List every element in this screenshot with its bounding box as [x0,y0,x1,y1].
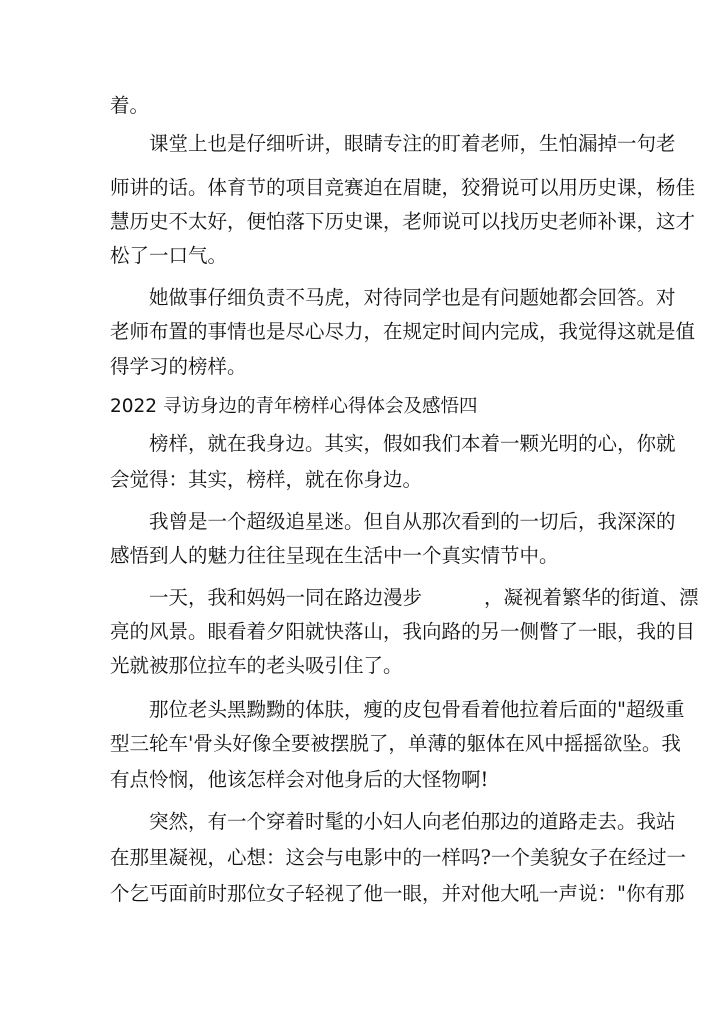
paragraph-line: 有点怜悯，他该怎样会对他身后的大怪物啊! [110,768,489,791]
paragraph-line: 亮的风景。眼看着夕阳就快落山，我向路的另一侧瞥了一眼，我的目 [110,620,696,643]
paragraph-line: 感悟到人的魅力往往呈现在生活中一个真实情节中。 [110,544,559,567]
paragraph-line: 榜样，就在我身边。其实，假如我们本着一颗光明的心，你就 [149,432,676,455]
paragraph-line: 光就被那位拉车的老头吸引住了。 [110,654,403,677]
section-heading: 2022 寻访身边的青年榜样心得体会及感悟四 [110,396,478,417]
paragraph-line: 松了一口气。 [110,244,228,267]
paragraph-line: 一天，我和妈妈一同在路边漫步 ，凝视着繁华的街道、漂 [149,586,699,609]
paragraph-line: 慧历史不太好，便怕落下历史课，老师说可以找历史老师补课，这才 [110,210,696,233]
paragraph-line: 老师布置的事情也是尽心尽力，在规定时间内完成，我觉得这就是值 [110,320,696,343]
paragraph-line: 那位老头黑黝黝的体肤，瘦的皮包骨看着他拉着后面的"超级重 [149,698,685,721]
paragraph-line: 着。 [110,94,150,117]
paragraph-line: 她做事仔细负责不马虎，对待同学也是有问题她都会回答。对 [149,286,676,309]
paragraph-line: 我曾是一个超级追星迷。但自从那次看到的一切后，我深深的 [149,510,676,533]
paragraph-line: 得学习的榜样。 [110,355,247,378]
paragraph-line: 个乞丐面前时那位女子轻视了他一眼，并对他大吼一声说："你有那 [110,882,685,905]
paragraph-line: 突然，有一个穿着时髦的小妇人向老伯那边的道路走去。我站 [149,810,676,833]
paragraph-line: 师讲的话。体育节的项目竞赛迫在眉睫，狡猾说可以用历史课，杨佳 [110,176,696,199]
paragraph-line: 型三轮车'骨头好像全要被摆脱了，单薄的躯体在风中摇摇欲坠。我 [110,732,681,755]
paragraph-line: 会觉得：其实，榜样，就在你身边。 [110,468,423,491]
paragraph-line: 在那里凝视，心想：这会与电影中的一样吗?一个美貌女子在经过一 [110,846,686,869]
paragraph-line: 课堂上也是仔细听讲，眼睛专注的盯着老师，生怕漏掉一句老 [149,132,676,155]
